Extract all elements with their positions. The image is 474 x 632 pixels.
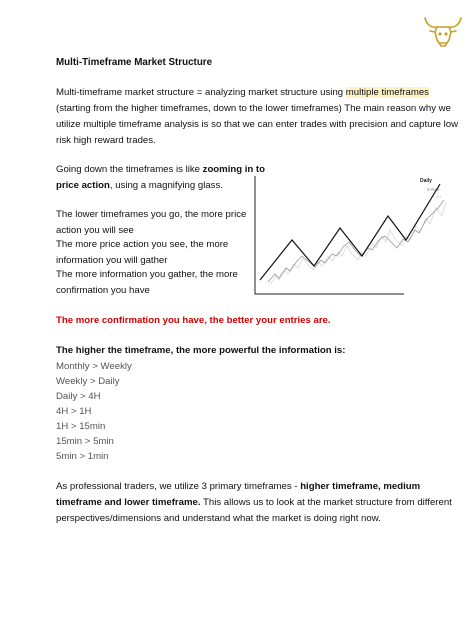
- timeframe-item: Weekly > Daily: [56, 376, 120, 387]
- lower-tf-line: action you will see: [56, 225, 134, 236]
- daily-label: Daily: [420, 178, 432, 184]
- intro-line-3: utilize multiple timeframe analysis is so that we can enter trades with precision and capture low: [56, 119, 459, 130]
- lower-tf-line: information you will gather: [56, 255, 168, 266]
- timeframe-item: 15min > 5min: [56, 436, 114, 447]
- intro-line-1: Multi-timeframe market structure = analyzing market structure using multiple timeframes: [56, 87, 429, 98]
- h4-label: 4 Hour: [427, 187, 440, 192]
- zoom-line-1: Going down the timeframes is like zooming in to: [56, 164, 265, 175]
- timeframe-item: Daily > 4H: [56, 391, 101, 402]
- intro-line-4: risk high reward trades.: [56, 135, 156, 146]
- timeframe-item: 1H > 15min: [56, 421, 106, 432]
- higher-tf-heading: The higher the timeframe, the more powerful the information is:: [56, 345, 346, 356]
- pro-line-2: timeframe and lower timeframe. This allows us to look at the market structure from different: [56, 497, 452, 508]
- h1-price-line: [270, 202, 446, 285]
- lower-tf-line: The lower timeframes you go, the more price: [56, 209, 247, 220]
- lower-tf-line: The more information you gather, the more: [56, 269, 238, 280]
- document-title: Multi-Timeframe Market Structure: [56, 57, 213, 68]
- daily-price-line: [260, 184, 440, 280]
- h1-label: 1H: [436, 194, 442, 199]
- timeframe-item: Monthly > Weekly: [56, 361, 132, 372]
- confirmation-emphasis: The more confirmation you have, the better your entries are.: [56, 315, 331, 326]
- highlighted-text: multiple timeframes: [345, 87, 429, 98]
- intro-line-2: (starting from the higher timeframes, down to the lower timeframes) The main reason why we: [56, 103, 451, 114]
- lower-tf-line: The more price action you see, the more: [56, 239, 229, 250]
- pro-line-1: As professional traders, we utilize 3 primary timeframes - higher timeframe, medium: [56, 481, 421, 492]
- timeframe-item: 4H > 1H: [56, 406, 92, 417]
- bull-head-logo-icon: [421, 12, 465, 52]
- timeframe-item: 5min > 1min: [56, 451, 109, 462]
- zoom-line-2: price action, using a magnifying glass.: [56, 180, 223, 191]
- lower-tf-line: confirmation you have: [56, 285, 150, 296]
- pro-line-3: perspectives/dimensions and understand what the market is doing right now.: [56, 513, 381, 524]
- h4-price-line: [268, 200, 444, 282]
- market-structure-diagram: [252, 170, 452, 300]
